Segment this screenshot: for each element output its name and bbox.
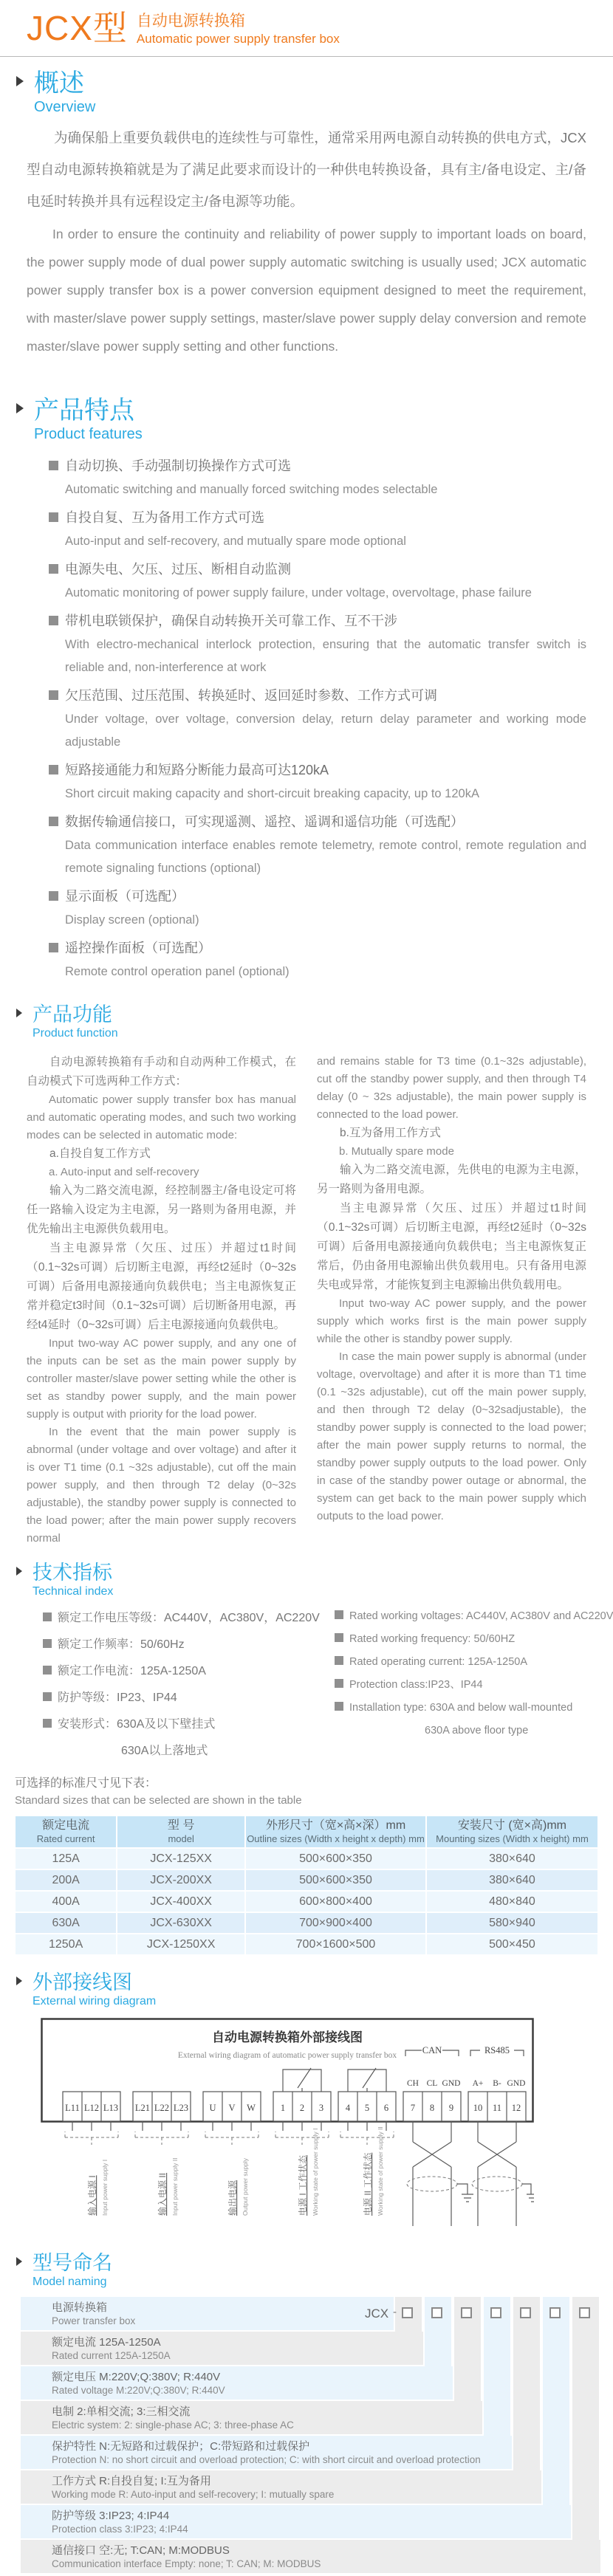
bullet-square-icon [43, 1719, 52, 1728]
section-standard-sizes [0, 1775, 613, 1956]
paragraph: b.互为备用工作方式 [340, 1127, 441, 1139]
cell: 480×840 [426, 1891, 598, 1912]
svg-text:7: 7 [410, 2103, 416, 2113]
svg-text:11: 11 [492, 2103, 502, 2113]
naming-row: 电源转换箱 Power transfer box [21, 2297, 394, 2330]
group-label-cn: 电源 II 工作状态 [363, 2152, 373, 2216]
bullet-square-icon [43, 1666, 52, 1675]
paragraph: 当主电源异常（欠压、过压）并超过t1时间（0.1~32s可调）后切断主电源，再经t2延时（0~32s可调）后备用电源接通向负载供电；当主电源恢复正常并稳定t3时间（0.1~32s可调）后切断备用电源，再经t4延时（0~32s可调）后主电源接通向负载供电。 [27, 1242, 296, 1331]
signal-label: CH [407, 2079, 419, 2088]
list-item [49, 453, 586, 501]
technical-cn-column [43, 1605, 335, 1765]
function-heading-en: Product function [32, 1027, 118, 1040]
svg-text:9: 9 [448, 2103, 454, 2113]
spec-item: 防护等级：IP23、IP44 [58, 1691, 177, 1704]
svg-text:3: 3 [318, 2103, 324, 2113]
spec-item-extra: 630A above floor type [425, 1725, 529, 1737]
group-bracket [65, 2132, 118, 2145]
cell: 400A [15, 1891, 117, 1912]
list-item [49, 935, 586, 983]
paragraph: In case the main power supply is abnormal (under voltage, overvoltage) and after it is more than T1 time (0.1 ~32s adjustable), cut off the main power supply, and then through T2 delay (0~32sadjustable), the standby power supply is connected to the load power; after the main power supply returns to normal, the standby power supply outputs to the load power. Only in case of the standby power outage or abnormal, the system can get back to the main power supply which outputs to the load power. [317, 1350, 586, 1522]
cell: 380×640 [426, 1848, 598, 1869]
group-label-cn: 输出电源 [227, 2180, 238, 2216]
svg-text:W: W [247, 2103, 256, 2113]
section-arrow-icon [16, 1976, 22, 1985]
cell: 580×940 [426, 1912, 598, 1934]
group-label-en: Input power supply II [171, 2157, 179, 2216]
svg-text:L23: L23 [173, 2103, 189, 2113]
bullet-square-icon [49, 564, 58, 574]
wiring-heading-en: External wiring diagram [32, 1995, 157, 2007]
naming-column-strip [572, 2297, 599, 2540]
terminal-stubs [72, 2121, 386, 2131]
wiring-heading-cn: 外部接线图 [32, 1971, 132, 1993]
signal-label: CL [426, 2079, 438, 2088]
naming-row: 工作方式 R:自投自复; I:互为备用 Working mode R: Auto-input and self-recovery; I: mutually spare [21, 2470, 541, 2504]
spec-item: Protection class:IP23、IP44 [349, 1679, 483, 1691]
col-header: 外形尺寸（宽×高×深）mm Outline sizes (Width x height x depth) mm [245, 1816, 426, 1848]
signal-label: A+ [472, 2079, 484, 2088]
svg-text:10: 10 [473, 2103, 483, 2113]
feature-cn: 电源失电、欠压、过压、断相自动监测 [65, 562, 291, 577]
naming-row: 额定电压 M:220V;Q:380V; R:440V Rated voltage M:220V;Q:380V; R:440V [21, 2366, 453, 2400]
bullet-square-icon [43, 1612, 52, 1621]
feature-cn: 欠压范围、过压范围、转换延时、返回延时参数、工作方式可调 [65, 688, 437, 703]
feature-cn: 显示面板（可选配） [65, 889, 185, 904]
signal-label: GND [442, 2079, 461, 2088]
svg-text:V: V [228, 2103, 236, 2113]
feature-en: Short circuit making capacity and short-circuit breaking capacity, up to 120kA [65, 787, 479, 800]
list-item [49, 505, 586, 553]
spec-item: Installation type: 630A and below wall-mounted [349, 1702, 573, 1714]
paragraph: Input two-way AC power supply, and the power supply which works first is the main power supply while the other is standby power supply. [317, 1297, 586, 1345]
model-code-box [402, 2307, 413, 2318]
paragraph: a.自投自复工作方式 [49, 1147, 151, 1160]
naming-row: 电制 2:单相交流; 3:三相交流 Electric system: 2: single-phase AC; 3: three-phase AC [21, 2401, 482, 2434]
paragraph: b. Mutually spare mode [339, 1145, 454, 1158]
paragraph: Input two-way AC power supply, and any one of the inputs can be set as the main power supply by controller master/slave power setting while the other is set as standby power supply, and the main power supply is output with priority for the load power. [27, 1337, 296, 1421]
section-arrow-icon [16, 1567, 22, 1576]
bullet-square-icon [49, 616, 58, 625]
feature-en: Data communication interface enables remote telemetry, remote control, remote regulation and remote signaling functions (optional) [65, 839, 586, 875]
paragraph: Automatic power supply transfer box has manual and automatic operating modes, and such two working modes can be selected in automatic mode: [27, 1093, 296, 1141]
cell: 500×600×350 [245, 1869, 426, 1891]
function-heading-cn: 产品功能 [32, 1003, 112, 1026]
ground-icon [457, 2184, 473, 2202]
bullet-square-icon [335, 1702, 343, 1711]
svg-text:8: 8 [429, 2103, 435, 2113]
naming-row: 额定电流 125A-1250A Rated current 125A-1250A [21, 2332, 423, 2365]
technical-heading-en: Technical index [32, 1585, 114, 1598]
section-arrow-icon [16, 403, 24, 413]
list-item [49, 884, 586, 932]
svg-text:U: U [209, 2103, 216, 2113]
spec-item: Rated working voltages: AC440V, AC380V and AC220V [349, 1610, 613, 1622]
svg-text:1: 1 [280, 2103, 286, 2113]
svg-text:L13: L13 [103, 2103, 119, 2113]
section-arrow-icon [16, 76, 24, 86]
model-code-box [579, 2307, 590, 2318]
svg-text:5: 5 [364, 2103, 370, 2113]
sizes-table [14, 1815, 599, 1956]
group-label-en: Working state of power supply I [312, 2128, 319, 2216]
naming-row: 通信接口 空:无; T:CAN; M:MODBUS Communication interface Empty: none; T: CAN; M: MODBUS [21, 2540, 600, 2573]
cell: 700×900×400 [245, 1912, 426, 1934]
signal-label: GND [507, 2079, 526, 2088]
group-bracket [135, 2132, 188, 2145]
spec-item-extra: 630A以上落地式 [121, 1745, 208, 1757]
group-label-cn: 输入电源 I [87, 2175, 97, 2216]
list-item [49, 683, 586, 754]
sizes-intro-en: Standard sizes that can be selected are shown in the table [15, 1794, 302, 1807]
model-prefix: JCX [365, 2307, 389, 2321]
cell: JCX-125XX [117, 1848, 245, 1869]
cell: 500×450 [426, 1934, 598, 1955]
table-row [15, 1848, 598, 1869]
feature-list [49, 453, 586, 983]
bullet-square-icon [49, 891, 58, 901]
paragraph: a. Auto-input and self-recovery [49, 1166, 199, 1178]
bullet-square-icon [49, 461, 58, 470]
paragraph: 输入为二路交流电源，先供电的电源为主电源，另一路则为备用电源。 [317, 1164, 586, 1195]
section-arrow-icon [16, 2257, 22, 2266]
feature-en: With electro-mechanical interlock protection, ensuring that the automatic transfer switch is reliable and, non-interference at work [65, 638, 586, 674]
technical-en-column [335, 1605, 613, 1765]
bullet-square-icon [49, 817, 58, 826]
model-naming-table [21, 2297, 606, 2576]
table-header-row [15, 1816, 598, 1848]
svg-text:L21: L21 [134, 2103, 151, 2113]
changeover-contact-icon [348, 2068, 386, 2092]
features-heading-en: Product features [34, 426, 143, 442]
feature-en: Automatic switching and manually forced switching modes selectable [65, 483, 438, 496]
bullet-square-icon [43, 1639, 52, 1648]
model-dash: - [393, 2306, 397, 2318]
overview-heading-cn: 概述 [34, 69, 84, 97]
feature-cn: 自投自复、互为备用工作方式可选 [65, 510, 264, 525]
table-row [15, 1934, 598, 1955]
section-wiring-diagram [0, 1971, 613, 2239]
bullet-square-icon [49, 690, 58, 700]
terminal-strip [63, 2092, 526, 2121]
cell: JCX-630XX [117, 1912, 245, 1934]
group-label-en: Output power supply [242, 2158, 249, 2216]
bullet-square-icon [335, 1656, 343, 1665]
paragraph: In the event that the main power supply is abnormal (under voltage and over voltage) and after it is over T1 time (0.1 ~32s adjustable), cut off the main power supply, and then through T2 delay (0~32s adjustable), the standby power supply is connected to the load power; after the main power supply recovers normal [27, 1426, 296, 1545]
feature-cn: 短路接通能力和短路分断能力最高可达120kA [65, 763, 329, 777]
list-item [49, 557, 586, 605]
spec-item: 额定工作电压等级：AC440V，AC380V，AC220V [58, 1612, 320, 1624]
section-product-function [0, 1003, 613, 1548]
list-item [49, 608, 586, 679]
svg-text:2: 2 [299, 2103, 305, 2113]
svg-text:L12: L12 [83, 2103, 100, 2113]
table-row [15, 1912, 598, 1934]
page-title-en: Automatic power supply transfer box [136, 32, 340, 46]
signal-label: B- [493, 2079, 501, 2088]
section-arrow-icon [16, 1009, 22, 1017]
col-header: 额定电流 Rated current [15, 1816, 117, 1848]
cell: 380×640 [426, 1869, 598, 1891]
product-model: JCX型 [27, 9, 128, 47]
wiring-diagram [41, 2018, 534, 2239]
naming-column-strip [513, 2297, 540, 2470]
paragraph: 自动电源转换箱有手动和自动两种工作模式，在自动模式下可选两种工作方式： [27, 1056, 296, 1088]
paragraph: and remains stable for T3 time (0.1~32s adjustable), cut off the standby power supply, and then through T4 delay (0 ~ 32s adjustable), the main power supply is connected to the load power. [317, 1055, 586, 1121]
changeover-contact-icon [283, 2068, 321, 2092]
col-header: 型 号 model [117, 1816, 245, 1848]
feature-en: Automatic monitoring of power supply failure, under voltage, overvoltage, phase failure [65, 586, 532, 600]
svg-text:4: 4 [345, 2103, 351, 2113]
spec-item: Rated working frequency: 50/60HZ [349, 1633, 516, 1645]
list-item [49, 758, 586, 806]
function-right-column [317, 1053, 586, 1548]
model-code-box [520, 2307, 531, 2318]
cell: 600×800×400 [245, 1891, 426, 1912]
svg-text:6: 6 [383, 2103, 389, 2113]
group-bracket [275, 2132, 329, 2145]
group-bracket [340, 2132, 394, 2145]
group-label-cn: 电源 I 工作状态 [298, 2154, 308, 2216]
naming-heading-cn: 型号命名 [32, 2252, 112, 2274]
overview-paragraph-en: In order to ensure the continuity and reliability of power supply to important loads on board, the power supply mode of dual power supply automatic switching is usually used; JCX automatic power supply transfer box is a power conversion equipment designed to meet the requirement, with master/slave power supply settings, master/slave power supply delay conversion and remote master/slave power supply setting and other functions. [27, 227, 586, 354]
section-technical-index [0, 1561, 613, 1765]
paragraph: 当主电源异常（欠压、过压）并超过t1时间（0.1~32s可调）后切断主电源，再经t2延时（0~32s可调）后备用电源接通向负载供电；当主电源恢复正常后，仍由备用电源输出供负载用电。只有备用电源失电或异常，才能恢复到主电源输出供负载用电。 [317, 1202, 586, 1291]
technical-heading-cn: 技术指标 [32, 1562, 112, 1584]
spec-item: 额定工作频率：50/60Hz [58, 1638, 185, 1651]
svg-text:12: 12 [511, 2103, 521, 2113]
page-header [0, 0, 613, 47]
overview-paragraph-cn: 为确保船上重要负载供电的连续性与可靠性，通常采用两电源自动转换的供电方式，JCX型自动电源转换箱就是为了满足此要求而设计的一种供电转换设备，具有主/备电设定、主/备电延时转换并具有远程设定主/备电源等功能。 [27, 130, 586, 209]
feature-cn: 自动切换、手动强制切换操作方式可选 [65, 458, 291, 473]
svg-text:L11: L11 [65, 2103, 80, 2113]
section-overview [0, 69, 613, 360]
feature-cn: 带机电联锁保护，确保自动转换开关可靠工作、互不干涉 [65, 614, 397, 628]
table-row [15, 1869, 598, 1891]
ground-icon [522, 2184, 534, 2202]
rs485-label: RS485 [484, 2045, 510, 2055]
features-heading-cn: 产品特点 [34, 396, 134, 425]
can-label: CAN [422, 2045, 442, 2055]
page-title-cn: 自动电源转换箱 [136, 13, 245, 30]
svg-text:L22: L22 [154, 2103, 170, 2113]
bullet-square-icon [49, 512, 58, 522]
sizes-intro-cn: 可选择的标准尺寸见下表： [15, 1777, 157, 1790]
overview-heading-en: Overview [34, 99, 96, 115]
group-bracket [205, 2132, 258, 2145]
bullet-square-icon [49, 765, 58, 774]
cell: JCX-1250XX [117, 1934, 245, 1955]
cell: 500×600×350 [245, 1848, 426, 1869]
header-divider [0, 56, 613, 57]
model-code-box [490, 2307, 501, 2318]
model-code-box [461, 2307, 472, 2318]
cell: 1250A [15, 1934, 117, 1955]
feature-en: Auto-input and self-recovery, and mutually spare mode optional [65, 535, 406, 548]
bullet-square-icon [49, 943, 58, 952]
naming-row: 保护特性 N:无短路和过载保护；C:带短路和过载保护 Protection N: no short circuit and overload protection; C: with short circuit and overload protection [21, 2436, 512, 2469]
cell: 125A [15, 1848, 117, 1869]
model-code-box [549, 2307, 561, 2318]
group-label-en: Working state of power supply II [377, 2126, 384, 2216]
feature-en: Under voltage, over voltage, conversion delay, return delay parameter and working mode adjustable [65, 712, 586, 749]
feature-cn: 数据传输通信接口，可实现遥测、遥控、遥调和遥信功能（可选配） [65, 814, 464, 829]
naming-row: 防护等级 3:IP23; 4:IP44 Protection class 3:IP23; 4:IP44 [21, 2505, 571, 2538]
cell: JCX-400XX [117, 1891, 245, 1912]
group-label-cn: 输入电源 II [157, 2172, 168, 2216]
bullet-square-icon [335, 1633, 343, 1642]
list-item [49, 809, 586, 880]
naming-column-strip [543, 2297, 569, 2505]
wiring-title-cn: 自动电源转换箱外部接线图 [212, 2030, 363, 2044]
col-header: 安装尺寸 (宽×高)mm Mounting sizes (Width x height) mm [426, 1816, 598, 1848]
section-product-features [0, 396, 613, 983]
bullet-square-icon [335, 1679, 343, 1688]
function-left-column [27, 1053, 296, 1548]
table-row [15, 1891, 598, 1912]
wiring-title-en: External wiring diagram of automatic power supply transfer box [177, 2051, 397, 2060]
twisted-pair-rs485 [472, 2121, 534, 2226]
naming-heading-en: Model naming [32, 2276, 107, 2288]
feature-en: Remote control operation panel (optional) [65, 965, 290, 978]
feature-en: Display screen (optional) [65, 913, 199, 927]
paragraph: 输入为二路交流电源，经控制器主/备电设定可将任一路输入设定为主电源，另一路则为备用电源，并优先输出主电源供负载用电。 [27, 1184, 296, 1235]
section-model-naming [0, 2251, 613, 2576]
cell: 700×1600×500 [245, 1934, 426, 1955]
twisted-pair-can [407, 2121, 473, 2226]
bullet-square-icon [335, 1610, 343, 1619]
spec-item: Rated operating current: 125A-1250A [349, 1656, 528, 1668]
cell: 630A [15, 1912, 117, 1934]
bullet-square-icon [43, 1692, 52, 1701]
cell: 200A [15, 1869, 117, 1891]
cell: JCX-200XX [117, 1869, 245, 1891]
feature-cn: 遥控操作面板（可选配） [65, 941, 211, 955]
spec-item: 额定工作电流：125A-1250A [58, 1665, 206, 1677]
model-code-box [431, 2307, 442, 2318]
group-label-en: Input power supply I [101, 2159, 109, 2216]
spec-item: 安装形式：630A及以下壁挂式 [58, 1718, 216, 1731]
